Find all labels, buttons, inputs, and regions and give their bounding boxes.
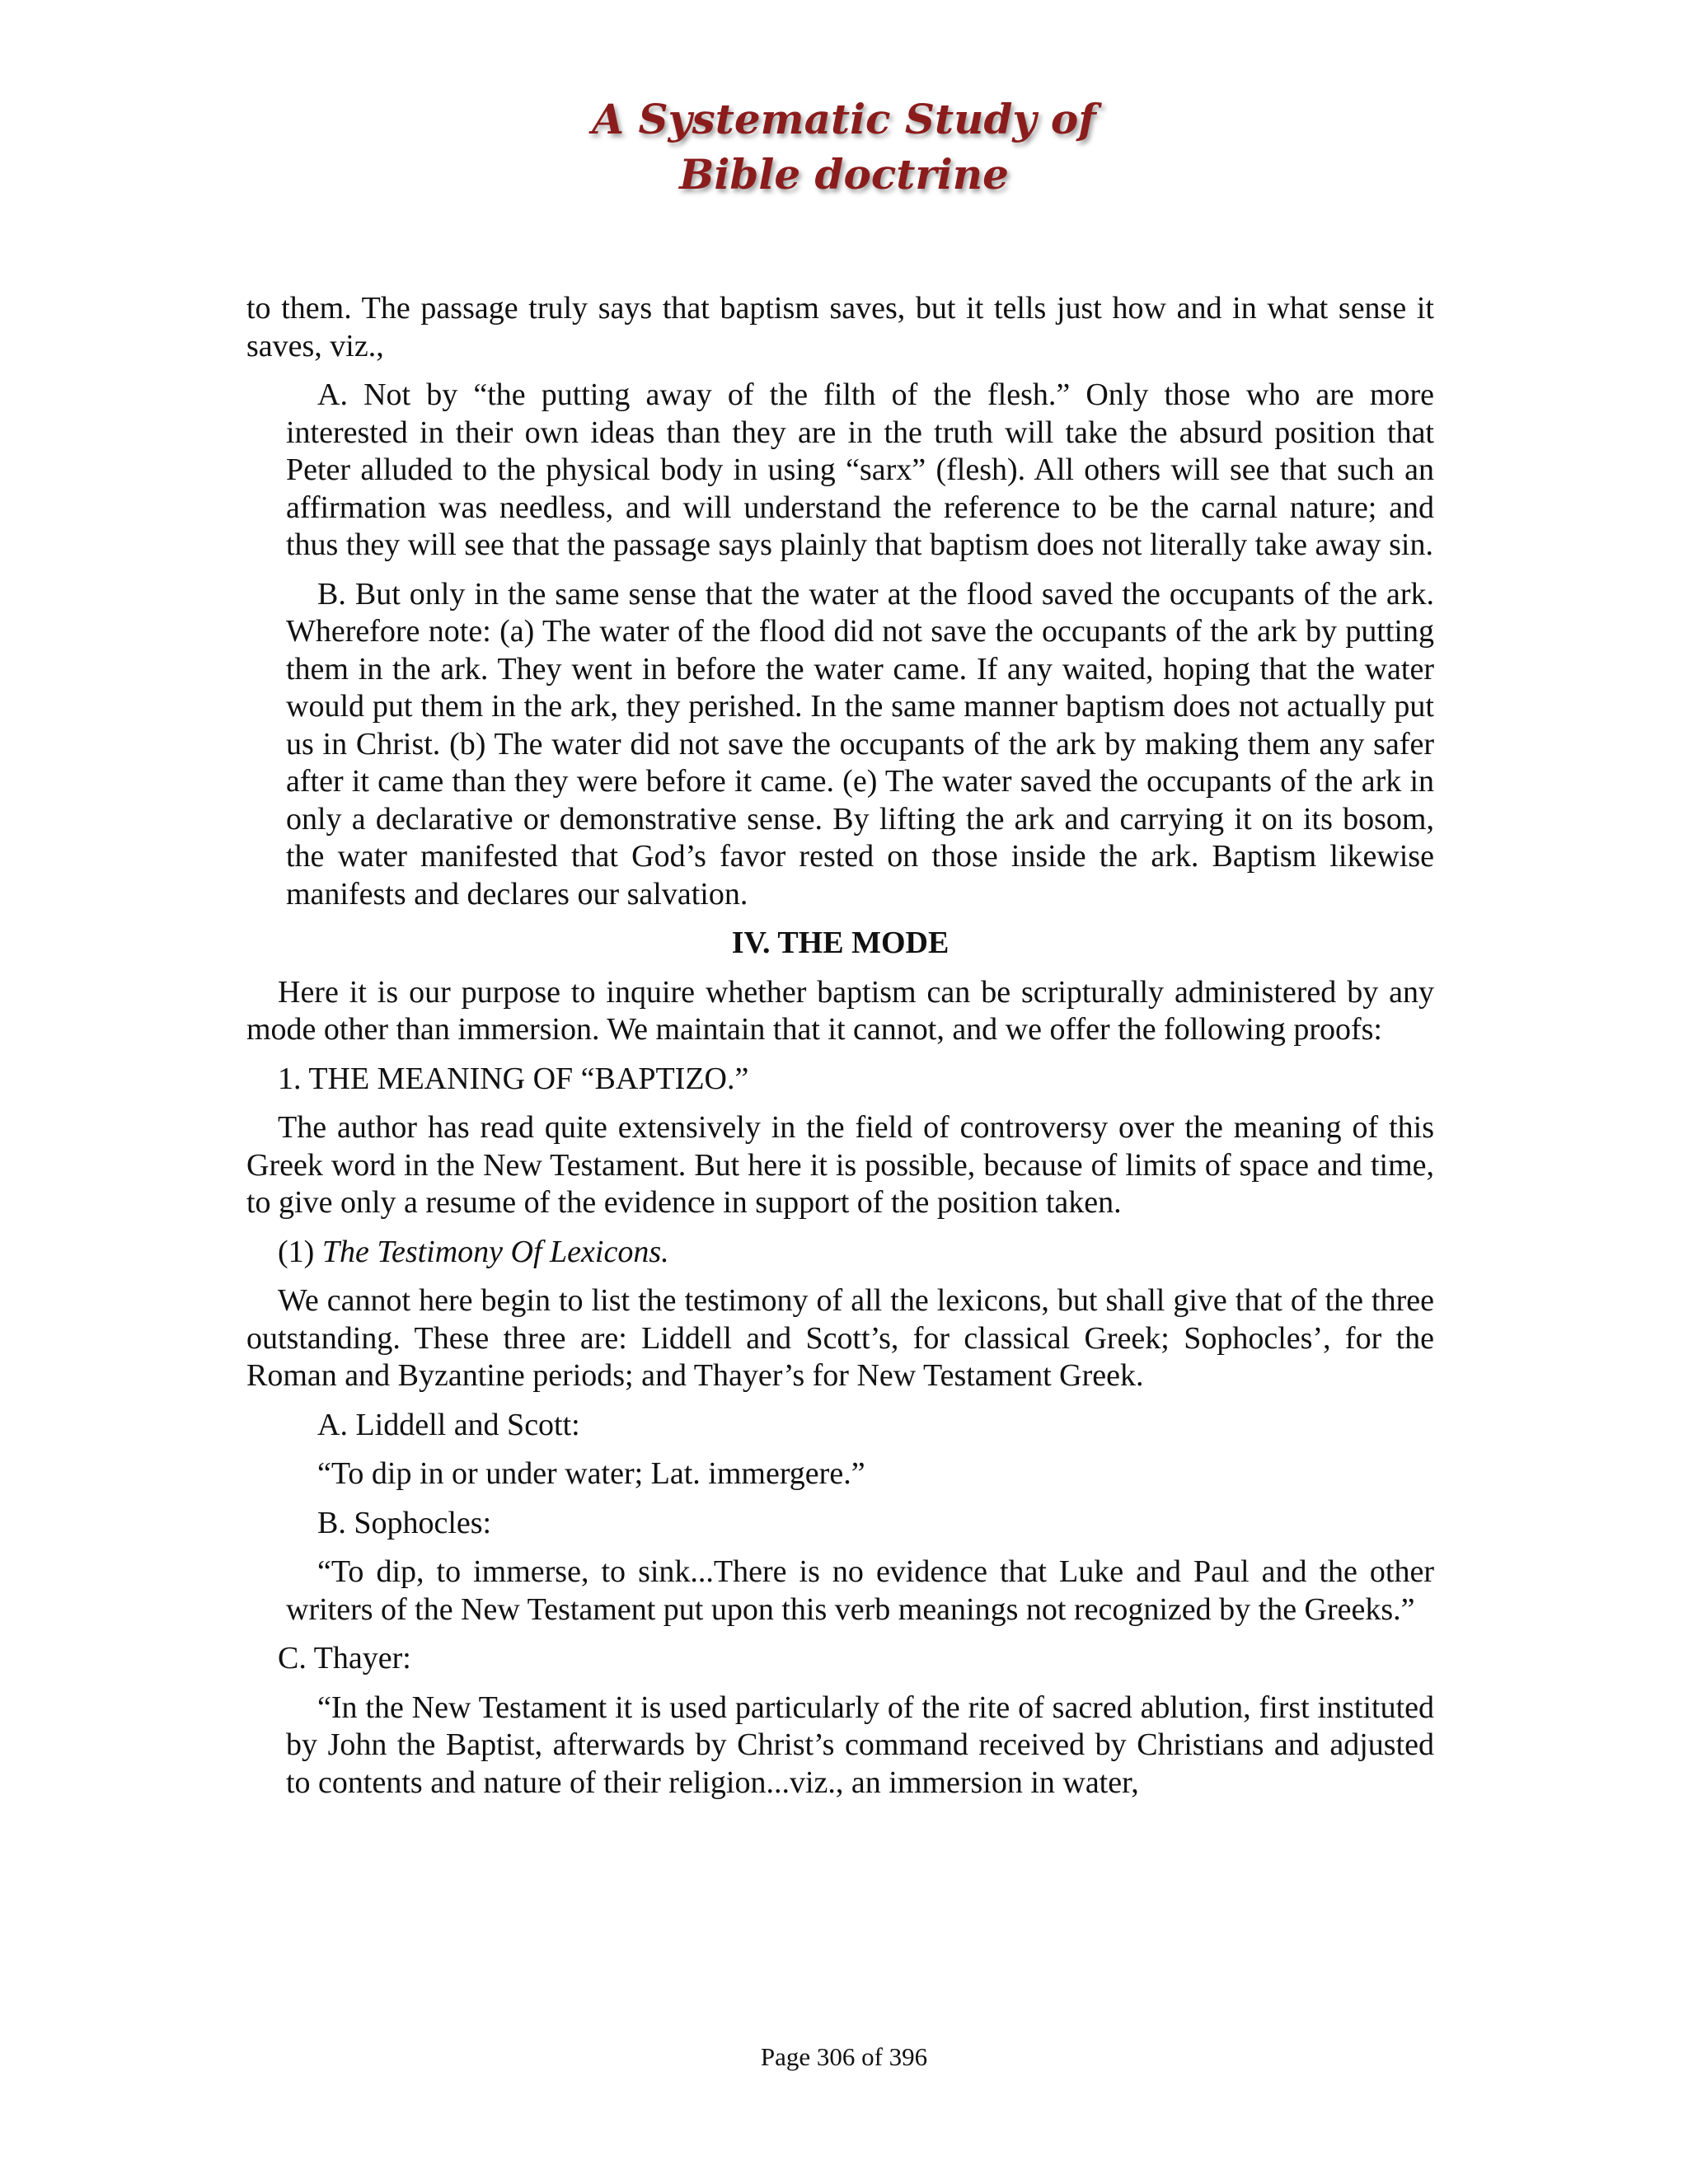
subheading-baptizo: 1. THE MEANING OF “BAPTIZO.” [278, 1061, 749, 1096]
page-number: Page 306 of 396 [760, 2042, 928, 2071]
paragraph-4: Here it is our purpose to inquire whether baptism can be scripturally administered by any mode other than immersion. We maintain that it cannot, and we offer the following proofs: [246, 974, 1434, 1047]
lexicon-quote-liddell: “To dip in or under water; Lat. immergere.” [317, 1456, 865, 1491]
lexicon-quote-sophocles: “To dip, to immerse, to sink...There is no evidence that Luke and Paul and the other writers of the New Testament put upon this verb meanings not recognized by the Greeks.” [286, 1554, 1434, 1627]
paragraph-0: to them. The passage truly says that baptism saves, but it tells just how and in what sense it saves, viz., [246, 291, 1434, 363]
lexicon-quote-thayer: “In the New Testament it is used particularly of the rite of sacred ablution, first instituted by John the Baptist, afterwards by Christ’s command received by Christians and adjusted to contents and nature of their religion...viz., an immersion in water, [286, 1690, 1434, 1800]
paragraph-2: B. But only in the same sense that the water at the flood saved the occupants of the ark. Wherefore note: (a) The water of the flood did not save the occupants of the ark by putting them in the ark. They went in before the water came. If any waited, hoping that the water would put them in the ark, they perished. In the same manner baptism does not actually put us in Christ. (b) The water did not save the occupants of the ark by making them any safer after it came than they were before it came. (e) The water saved the occupants of the ark in only a declarative or demonstrative sense. By lifting the ark and carrying it on its bosom, the water manifested that God’s favor rested on those inside the ark. Baptism likewise manifests and declares our salvation. [286, 576, 1434, 912]
title-line-2: Bible doctrine [679, 150, 1009, 199]
lexicon-label-liddell: A. Liddell and Scott: [317, 1407, 580, 1442]
paragraph-8: We cannot here begin to list the testimony of all the lexicons, but shall give that of the three outstanding. These three are: Liddell and Scott’s, for classical Greek; Sophocles’, for the Roman and Byzantine periods; and Thayer’s for New Testament Greek. [246, 1283, 1434, 1393]
paragraph-6: The author has read quite extensively in the field of controversy over the meaning of this Greek word in the New Testament. But here it is possible, because of limits of space and time, to give only a resume of the evidence in support of the position taken. [246, 1110, 1434, 1220]
subheading-lexicons [246, 1234, 1434, 1272]
subheading-number: (1) [278, 1234, 322, 1269]
lexicon-label-sophocles: B. Sophocles: [317, 1505, 492, 1540]
title-line-1: A Systematic Study of [592, 95, 1096, 143]
paragraph-1: A. Not by “the putting away of the filth of the flesh.” Only those who are more interested in their own ideas than they are in the truth will take the absurd position that Peter alluded to the physical body in using “sarx” (flesh). All others will see that such an affirmation was needless, and will understand the reference to be the carnal nature; and thus they will see that the passage says plainly that baptism does not literally take away sin. [286, 377, 1434, 562]
subheading-lexicons-title: The Testimony Of Lexicons. [321, 1234, 669, 1269]
page-body [246, 290, 1434, 1813]
book-title-logo [547, 92, 1141, 224]
page-header [0, 92, 1688, 224]
lexicon-label-thayer: C. Thayer: [278, 1641, 411, 1675]
section-heading: IV. THE MODE [731, 926, 950, 960]
